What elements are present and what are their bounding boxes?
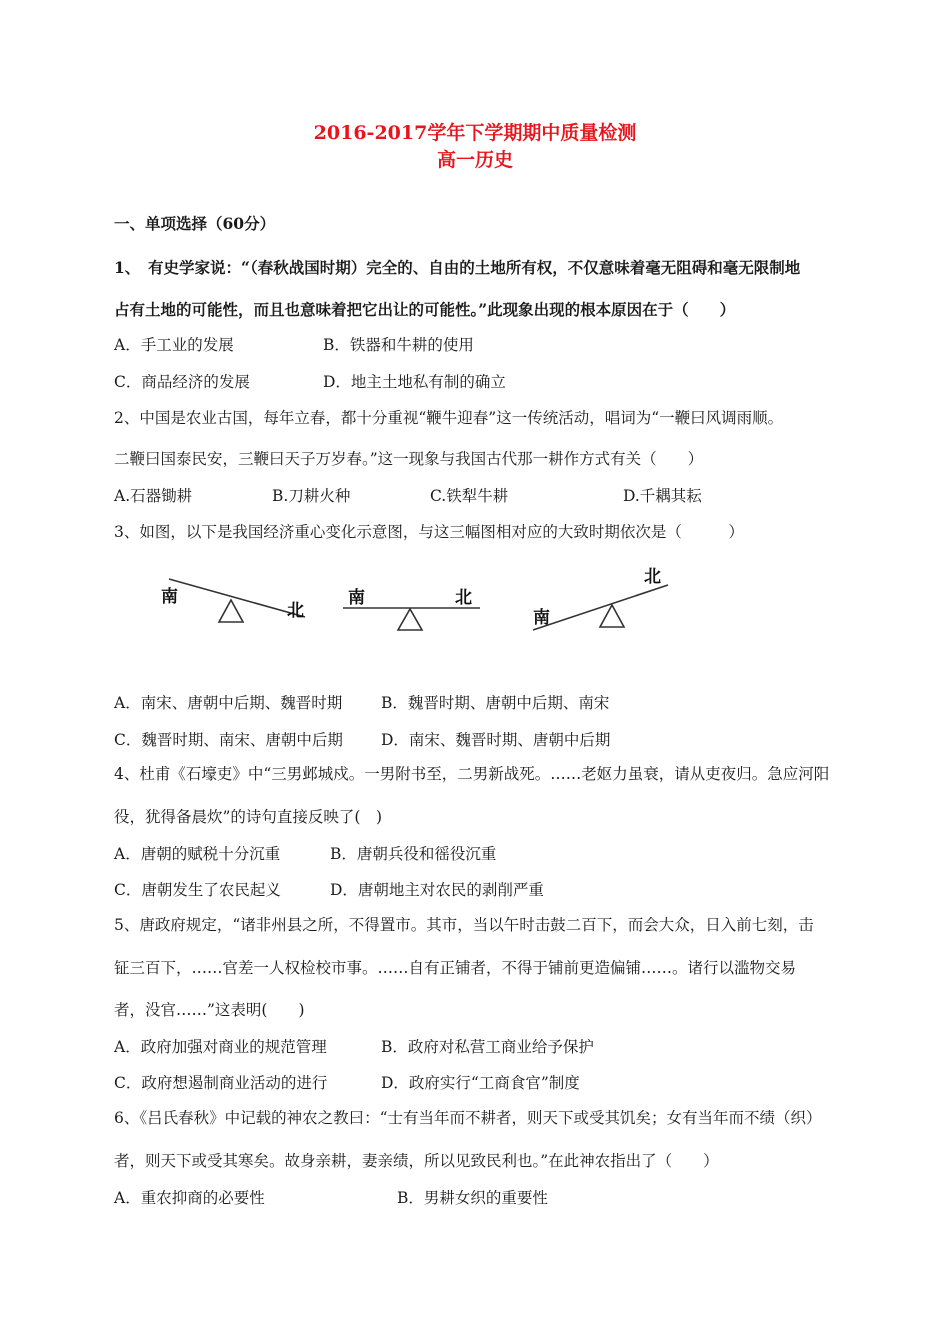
question-1-stem-line-2: 占有土地的可能性，而且也意味着把它出让的可能性。”此现象出现的根本原因在于（ ） xyxy=(114,300,736,319)
seesaw-1-north-label: 北 xyxy=(287,601,304,621)
question-5-option-b: B．政府对私营工商业给予保护 xyxy=(381,1038,594,1056)
question-6-option-b: B．男耕女织的重要性 xyxy=(397,1189,548,1207)
question-4-option-d: D．唐朝地主对农民的剥削严重 xyxy=(330,881,544,899)
question-1-option-a: A．手工业的发展 xyxy=(114,336,234,354)
seesaw-1-fulcrum xyxy=(219,600,243,622)
question-4-option-c: C．唐朝发生了农民起义 xyxy=(114,881,281,899)
seesaw-3-beam xyxy=(533,585,668,630)
exam-subject: 高一历史 xyxy=(436,149,513,171)
question-3-option-d: D．南宋、魏晋时期、唐朝中后期 xyxy=(381,731,611,749)
question-3-option-b: B．魏晋时期、唐朝中后期、南宋 xyxy=(381,694,610,712)
seesaw-1-south-label: 南 xyxy=(161,587,178,607)
question-5-stem-line-2: 钲三百下，……官差一人权检校市事。……自有正铺者，不得于铺前更造偏铺……。诸行以滥物交易 xyxy=(114,959,797,977)
question-5-stem-line-3: 者，没官……”这表明( ) xyxy=(114,1001,305,1019)
question-5-stem-line-1: 5、唐政府规定，“诸非州县之所，不得置市。其市，当以午时击鼓二百下，而会大众，日入前七刻，击 xyxy=(114,916,814,934)
question-2-option-b: B.刀耕火种 xyxy=(272,487,351,505)
question-4-option-a: A．唐朝的赋税十分沉重 xyxy=(114,845,281,863)
seesaw-3-south-label: 南 xyxy=(533,608,550,628)
question-2-option-d: D.千耦其耘 xyxy=(623,487,702,505)
question-3-option-c: C．魏晋时期、南宋、唐朝中后期 xyxy=(114,731,343,749)
question-6-stem-line-2: 者，则天下或受其寒矣。故身亲耕，妻亲绩，所以见致民利也。”在此神农指出了（ ） xyxy=(114,1152,719,1170)
seesaw-2-fulcrum xyxy=(398,609,422,630)
seesaw-3-fulcrum xyxy=(600,605,624,627)
question-1-option-d: D．地主土地私有制的确立 xyxy=(323,373,506,391)
seesaw-2-north-label: 北 xyxy=(455,588,472,608)
question-2-option-c: C.铁犁牛耕 xyxy=(430,487,509,505)
question-5-option-a: A．政府加强对商业的规范管理 xyxy=(114,1038,327,1056)
question-1-option-c: C．商品经济的发展 xyxy=(114,373,250,391)
exam-title: 2016-2017学年下学期期中质量检测 xyxy=(313,122,637,144)
question-5-option-d: D．政府实行“工商食官”制度 xyxy=(381,1074,580,1092)
question-6-stem-line-1: 6、《吕氏春秋》中记载的神农之教曰：“士有当年而不耕者，则天下或受其饥矣；女有当年而不绩（织） xyxy=(114,1109,822,1127)
seesaw-2-south-label: 南 xyxy=(348,588,365,608)
seesaw-1 xyxy=(161,579,305,622)
seesaw-2 xyxy=(343,587,480,630)
seesaw-3-north-label: 北 xyxy=(644,567,661,587)
question-6-option-a: A．重农抑商的必要性 xyxy=(114,1189,265,1207)
question-5-option-c: C．政府想遏制商业活动的进行 xyxy=(114,1074,328,1092)
question-2-option-a: A.石器锄耕 xyxy=(114,487,193,505)
question-1-stem-line-1: 1、 有史学家说：“（春秋战国时期）完全的、自由的土地所有权，不仅意味着毫无阻碍和毫无限制地 xyxy=(114,258,801,277)
section-heading: 一、单项选择（60分） xyxy=(114,214,276,233)
question-2-stem-line-1: 2、中国是农业古国，每年立春，都十分重视“鞭牛迎春”这一传统活动，唱词为“一鞭曰风调雨顺。 xyxy=(114,409,784,427)
question-2-stem-line-2: 二鞭曰国泰民安，三鞭曰天子万岁春。”这一现象与我国古代那一耕作方式有关（ ） xyxy=(114,450,704,468)
question-4-stem-line-2: 役，犹得备晨炊”的诗句直接反映了( ) xyxy=(114,808,383,826)
seesaw-3 xyxy=(533,567,668,630)
question-1-option-b: B．铁器和牛耕的使用 xyxy=(323,336,474,354)
economic-center-diagram xyxy=(155,560,685,640)
question-3-stem: 3、如图，以下是我国经济重心变化示意图，与这三幅图相对应的大致时期依次是（ ） xyxy=(114,523,744,541)
question-3-option-a: A．南宋、唐朝中后期、魏晋时期 xyxy=(114,694,343,712)
question-4-option-b: B．唐朝兵役和徭役沉重 xyxy=(330,845,497,863)
question-4-stem-line-1: 4、杜甫《石壕吏》中“三男邺城戍。一男附书至，二男新战死。……老妪力虽衰，请从吏夜归。急应河阳 xyxy=(114,765,830,783)
